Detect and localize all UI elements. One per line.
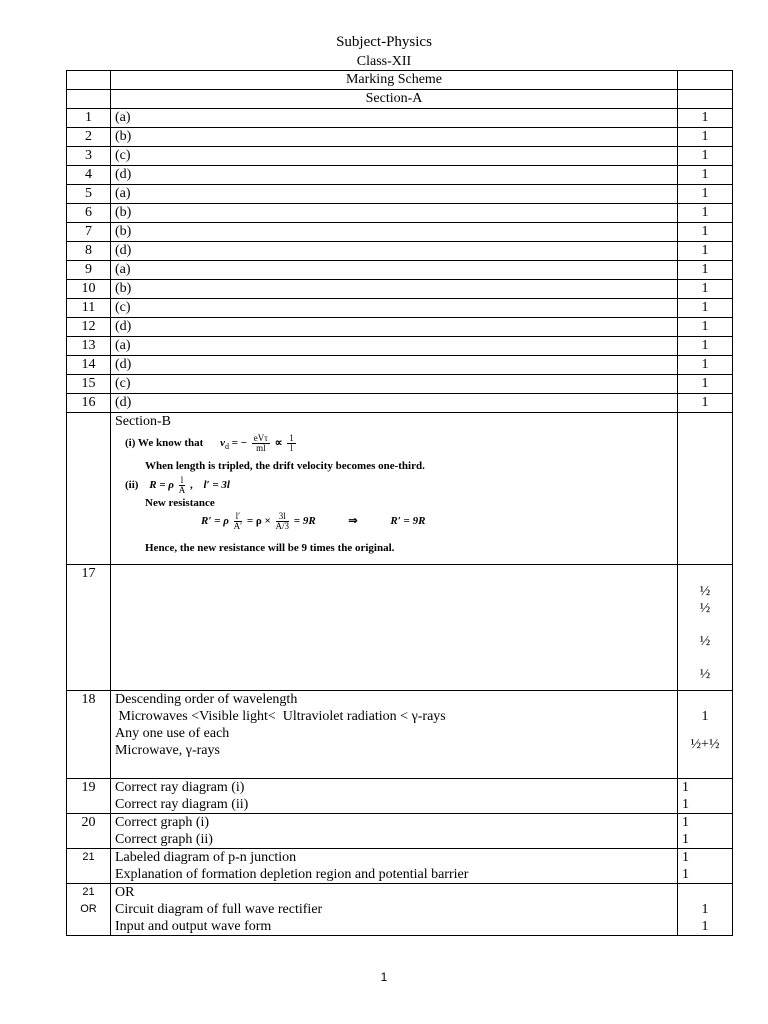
section-a-rows: [67, 109, 733, 413]
answer-line: Descending order of wavelength: [115, 692, 298, 707]
mark: 1: [682, 850, 689, 865]
mark: ½: [699, 584, 711, 599]
table-row-q19: [67, 779, 733, 814]
mark: 1: [678, 204, 733, 223]
question-number: 3: [67, 147, 111, 166]
mark: 1: [678, 147, 733, 166]
question-number: 10: [67, 280, 111, 299]
question-number: 21: [82, 886, 95, 898]
table-row: [67, 223, 733, 242]
answer-line: Microwave, γ-rays: [115, 743, 220, 758]
table-row: [67, 147, 733, 166]
table-row-q18: [67, 691, 733, 779]
table-row: [67, 128, 733, 147]
table-row: [67, 204, 733, 223]
document-title: Subject-Physics: [336, 34, 432, 50]
answer: (a): [111, 261, 678, 280]
answer: (c): [111, 147, 678, 166]
question-number: 12: [67, 318, 111, 337]
formula-image: [115, 432, 673, 564]
question-number: 13: [67, 337, 111, 356]
table-row: [67, 375, 733, 394]
mark: 1: [701, 709, 709, 724]
answer-line: OR: [115, 885, 135, 900]
question-number: 17: [67, 565, 111, 691]
mark: 1: [678, 166, 733, 185]
page-number: 1: [380, 970, 388, 984]
answer: (d): [111, 242, 678, 261]
answer: (d): [111, 166, 678, 185]
mark: ½+½: [690, 737, 720, 752]
question-number: 21: [82, 851, 95, 863]
question-number: 7: [67, 223, 111, 242]
question-number: 11: [67, 299, 111, 318]
formula-line-5: R′ = ρ $\frac{l'}{A'}$ = ρ × $\frac{3l}{A/3}$ = 9R ⇒ R′ = 9R: [201, 511, 426, 531]
question-number: 8: [67, 242, 111, 261]
answer: (b): [111, 128, 678, 147]
section-b-rows: [67, 779, 733, 936]
mark: 1: [678, 242, 733, 261]
question-number: 15: [67, 375, 111, 394]
table-row: [67, 109, 733, 128]
table-row: [67, 280, 733, 299]
table-title: Marking Scheme: [111, 71, 678, 90]
mark: 1: [678, 223, 733, 242]
answer-line: Input and output wave form: [115, 919, 272, 934]
table-row: [67, 299, 733, 318]
formula-line-1: (i) We know that $v_d$ = − $\frac{\text{eVτ}}{ml}$ ∝ $\frac{1}{l}$: [125, 433, 294, 453]
question-number: 14: [67, 356, 111, 375]
question-number: 18: [67, 691, 111, 779]
question-number: 4: [67, 166, 111, 185]
mark: 1: [678, 185, 733, 204]
answer-line: Correct graph (ii): [115, 832, 213, 847]
mark: 1: [682, 867, 689, 882]
mark: 1: [678, 299, 733, 318]
table-row-q17: [67, 565, 733, 691]
section-a-heading: Section-A: [111, 90, 678, 109]
answer: (c): [111, 375, 678, 394]
mark: 1: [701, 919, 709, 934]
table-row: [67, 242, 733, 261]
formula-line-2: When length is tripled, the drift velocity becomes one-third.: [145, 460, 425, 472]
mark: 1: [682, 832, 689, 847]
table-row: [67, 261, 733, 280]
question-number: 20: [81, 815, 96, 830]
mark: 1: [678, 280, 733, 299]
section-b-heading: Section-B: [115, 414, 171, 429]
mark: 1: [678, 394, 733, 413]
answer-line: Any one use of each: [115, 726, 230, 741]
question-number: 1: [67, 109, 111, 128]
mark: 1: [678, 261, 733, 280]
formula-line-6: Hence, the new resistance will be 9 times the original.: [145, 542, 395, 554]
question-number: 6: [67, 204, 111, 223]
answer-line: Correct ray diagram (ii): [115, 797, 249, 812]
question-number: 16: [67, 394, 111, 413]
question-number: 19: [81, 780, 96, 795]
answer-line: Microwaves <Visible light< Ultraviolet radiation < γ-rays: [115, 709, 446, 724]
mark: ½: [699, 667, 711, 682]
answer-line: Correct graph (i): [115, 815, 210, 830]
table-row: [67, 337, 733, 356]
answer: (b): [111, 204, 678, 223]
answer: (d): [111, 356, 678, 375]
mark: 1: [678, 109, 733, 128]
answer: (a): [111, 109, 678, 128]
answer: (b): [111, 280, 678, 299]
table-row: [67, 166, 733, 185]
mark: 1: [678, 356, 733, 375]
table-row: [67, 394, 733, 413]
answer-line: Explanation of formation depletion region and potential barrier: [115, 867, 469, 882]
answer: (d): [111, 318, 678, 337]
mark: 1: [678, 318, 733, 337]
table-row: [67, 356, 733, 375]
table-row-q21or: [67, 884, 733, 936]
mark: 1: [682, 797, 689, 812]
mark: 1: [678, 375, 733, 394]
answer-line: Circuit diagram of full wave rectifier: [115, 902, 323, 917]
mark: 1: [701, 902, 709, 917]
answer: (a): [111, 337, 678, 356]
marking-scheme-table: [66, 70, 733, 936]
answer-line: Labeled diagram of p-n junction: [115, 850, 297, 865]
formula-line-3: (ii) R = ρ $\frac{l}{A}$ , l′ = 3l: [125, 475, 230, 495]
question-number: 5: [67, 185, 111, 204]
answer: (c): [111, 299, 678, 318]
table-row: [67, 318, 733, 337]
mark: ½: [699, 634, 711, 649]
mark: 1: [682, 815, 689, 830]
mark: 1: [682, 780, 689, 795]
table-row: [67, 185, 733, 204]
question-sub-label: OR: [80, 903, 97, 915]
answer: (b): [111, 223, 678, 242]
table-row-q20: [67, 814, 733, 849]
answer-line: Correct ray diagram (i): [115, 780, 245, 795]
mark: [678, 884, 732, 901]
question-number: 2: [67, 128, 111, 147]
section-b-cell: [111, 413, 678, 565]
answer: (d): [111, 394, 678, 413]
mark: 1: [678, 337, 733, 356]
question-number: 9: [67, 261, 111, 280]
table-row-q21: [67, 849, 733, 884]
mark: 1: [678, 128, 733, 147]
answer: (a): [111, 185, 678, 204]
class-label: Class-XII: [356, 54, 412, 69]
formula-line-4: New resistance: [145, 497, 215, 509]
mark: ½: [699, 601, 711, 616]
